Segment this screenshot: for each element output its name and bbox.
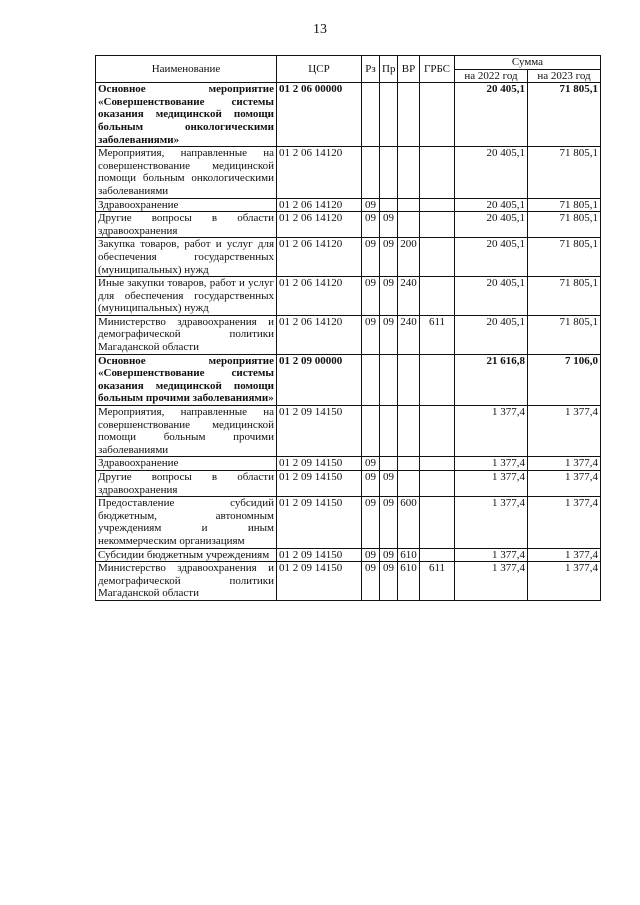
- table-row: [96, 471, 601, 497]
- row-rz: 09: [362, 198, 380, 212]
- header-name: Наименование: [96, 56, 277, 83]
- row-vr: [398, 354, 420, 405]
- row-sum-2023: 1 377,4: [528, 497, 601, 548]
- row-sum-2022: 1 377,4: [455, 457, 528, 471]
- row-name: Закупка товаров, работ и услуг для обеспечения государственных (муниципальных) нужд: [96, 238, 277, 277]
- header-csr: ЦСР: [277, 56, 362, 83]
- row-sum-2022: 20 405,1: [455, 147, 528, 198]
- row-name: Мероприятия, направленные на совершенствование медицинской помощи больным прочими заболеваниями: [96, 406, 277, 457]
- row-name: Предоставление субсидий бюджетным, автономным учреждениям и иным некоммерческим организациям: [96, 497, 277, 548]
- row-grbs: [420, 406, 455, 457]
- row-vr: 600: [398, 497, 420, 548]
- row-sum-2022: 1 377,4: [455, 562, 528, 601]
- row-pr: [380, 354, 398, 405]
- row-grbs: 611: [420, 315, 455, 354]
- row-sum-2023: 1 377,4: [528, 406, 601, 457]
- row-vr: 240: [398, 277, 420, 316]
- row-rz: 09: [362, 457, 380, 471]
- header-sum: Сумма: [455, 56, 601, 70]
- row-vr: [398, 457, 420, 471]
- row-pr: 09: [380, 277, 398, 316]
- row-sum-2023: 71 805,1: [528, 277, 601, 316]
- row-csr: 01 2 06 14120: [277, 315, 362, 354]
- row-rz: 09: [362, 548, 380, 562]
- row-grbs: [420, 212, 455, 238]
- table-row: [96, 497, 601, 548]
- row-rz: [362, 406, 380, 457]
- row-grbs: [420, 354, 455, 405]
- row-name: Министерство здравоохранения и демографической политики Магаданской области: [96, 315, 277, 354]
- row-sum-2023: 71 805,1: [528, 198, 601, 212]
- row-name: Другие вопросы в области здравоохранения: [96, 471, 277, 497]
- row-pr: [380, 406, 398, 457]
- row-sum-2023: 1 377,4: [528, 548, 601, 562]
- row-vr: [398, 406, 420, 457]
- row-pr: [380, 457, 398, 471]
- row-name: Здравоохранение: [96, 457, 277, 471]
- table-row: [96, 238, 601, 277]
- row-csr: 01 2 09 14150: [277, 471, 362, 497]
- table-row: [96, 406, 601, 457]
- header-vr: ВР: [398, 56, 420, 83]
- row-sum-2023: 71 805,1: [528, 315, 601, 354]
- row-vr: [398, 471, 420, 497]
- row-pr: 09: [380, 497, 398, 548]
- row-vr: 610: [398, 548, 420, 562]
- header-grbs: ГРБС: [420, 56, 455, 83]
- row-name: Другие вопросы в области здравоохранения: [96, 212, 277, 238]
- row-name: Министерство здравоохранения и демографической политики Магаданской области: [96, 562, 277, 601]
- row-name: Мероприятия, направленные на совершенствование медицинской помощи больным онкологическими заболеваниями: [96, 147, 277, 198]
- row-pr: 09: [380, 238, 398, 277]
- row-name: Здравоохранение: [96, 198, 277, 212]
- table-row: [96, 147, 601, 198]
- row-pr: 09: [380, 548, 398, 562]
- row-pr: [380, 147, 398, 198]
- table-row: [96, 198, 601, 212]
- row-pr: 09: [380, 471, 398, 497]
- row-rz: 09: [362, 212, 380, 238]
- row-grbs: [420, 147, 455, 198]
- row-vr: 610: [398, 562, 420, 601]
- row-sum-2022: 20 405,1: [455, 315, 528, 354]
- table-row: [96, 83, 601, 147]
- row-sum-2022: 1 377,4: [455, 471, 528, 497]
- row-sum-2022: 1 377,4: [455, 406, 528, 457]
- row-pr: 09: [380, 315, 398, 354]
- row-sum-2022: 20 405,1: [455, 238, 528, 277]
- row-rz: 09: [362, 277, 380, 316]
- row-sum-2022: 20 405,1: [455, 277, 528, 316]
- row-vr: [398, 198, 420, 212]
- row-sum-2023: 71 805,1: [528, 238, 601, 277]
- row-rz: 09: [362, 497, 380, 548]
- table-body: [96, 83, 601, 601]
- page-number: 13: [313, 22, 327, 37]
- row-csr: 01 2 09 14150: [277, 497, 362, 548]
- table-row: [96, 457, 601, 471]
- row-sum-2023: 71 805,1: [528, 147, 601, 198]
- row-csr: 01 2 06 14120: [277, 147, 362, 198]
- row-rz: 09: [362, 315, 380, 354]
- row-csr: 01 2 09 14150: [277, 406, 362, 457]
- row-sum-2023: 1 377,4: [528, 457, 601, 471]
- row-sum-2023: 71 805,1: [528, 83, 601, 147]
- row-sum-2022: 21 616,8: [455, 354, 528, 405]
- row-rz: 09: [362, 562, 380, 601]
- row-vr: [398, 212, 420, 238]
- row-rz: [362, 354, 380, 405]
- table-row: [96, 354, 601, 405]
- row-sum-2023: 7 106,0: [528, 354, 601, 405]
- row-grbs: [420, 238, 455, 277]
- row-sum-2022: 1 377,4: [455, 497, 528, 548]
- row-csr: 01 2 06 14120: [277, 198, 362, 212]
- row-csr: 01 2 06 00000: [277, 83, 362, 147]
- row-rz: [362, 83, 380, 147]
- row-rz: 09: [362, 238, 380, 277]
- budget-table: [95, 55, 601, 601]
- row-sum-2022: 20 405,1: [455, 83, 528, 147]
- row-name: Субсидии бюджетным учреждениям: [96, 548, 277, 562]
- row-rz: [362, 147, 380, 198]
- row-pr: [380, 83, 398, 147]
- row-sum-2022: 1 377,4: [455, 548, 528, 562]
- row-grbs: [420, 548, 455, 562]
- row-csr: 01 2 09 14150: [277, 548, 362, 562]
- row-name: Иные закупки товаров, работ и услуг для обеспечения государственных (муниципальных) нужд: [96, 277, 277, 316]
- row-grbs: [420, 457, 455, 471]
- table-row: [96, 277, 601, 316]
- row-name: Основное мероприятие «Совершенствование системы оказания медицинской помощи больным онкологическими заболеваниями»: [96, 83, 277, 147]
- row-sum-2022: 20 405,1: [455, 212, 528, 238]
- table-row: [96, 212, 601, 238]
- row-sum-2022: 20 405,1: [455, 198, 528, 212]
- header-year-2022: на 2022 год: [455, 69, 528, 83]
- row-sum-2023: 1 377,4: [528, 562, 601, 601]
- header-year-2023: на 2023 год: [528, 69, 601, 83]
- row-csr: 01 2 06 14120: [277, 212, 362, 238]
- row-grbs: [420, 277, 455, 316]
- row-csr: 01 2 06 14120: [277, 238, 362, 277]
- table-row: [96, 548, 601, 562]
- row-vr: [398, 83, 420, 147]
- header-rz: Рз: [362, 56, 380, 83]
- row-grbs: [420, 497, 455, 548]
- row-vr: [398, 147, 420, 198]
- row-csr: 01 2 06 14120: [277, 277, 362, 316]
- header-pr: Пр: [380, 56, 398, 83]
- row-csr: 01 2 09 14150: [277, 457, 362, 471]
- row-grbs: [420, 83, 455, 147]
- row-vr: 240: [398, 315, 420, 354]
- row-pr: 09: [380, 212, 398, 238]
- row-csr: 01 2 09 00000: [277, 354, 362, 405]
- row-pr: 09: [380, 562, 398, 601]
- row-grbs: [420, 471, 455, 497]
- table-row: [96, 315, 601, 354]
- table-row: [96, 562, 601, 601]
- row-grbs: [420, 198, 455, 212]
- row-pr: [380, 198, 398, 212]
- row-grbs: 611: [420, 562, 455, 601]
- row-rz: 09: [362, 471, 380, 497]
- row-csr: 01 2 09 14150: [277, 562, 362, 601]
- row-sum-2023: 1 377,4: [528, 471, 601, 497]
- row-name: Основное мероприятие «Совершенствование системы оказания медицинской помощи больным прочими заболеваниями»: [96, 354, 277, 405]
- row-vr: 200: [398, 238, 420, 277]
- row-sum-2023: 71 805,1: [528, 212, 601, 238]
